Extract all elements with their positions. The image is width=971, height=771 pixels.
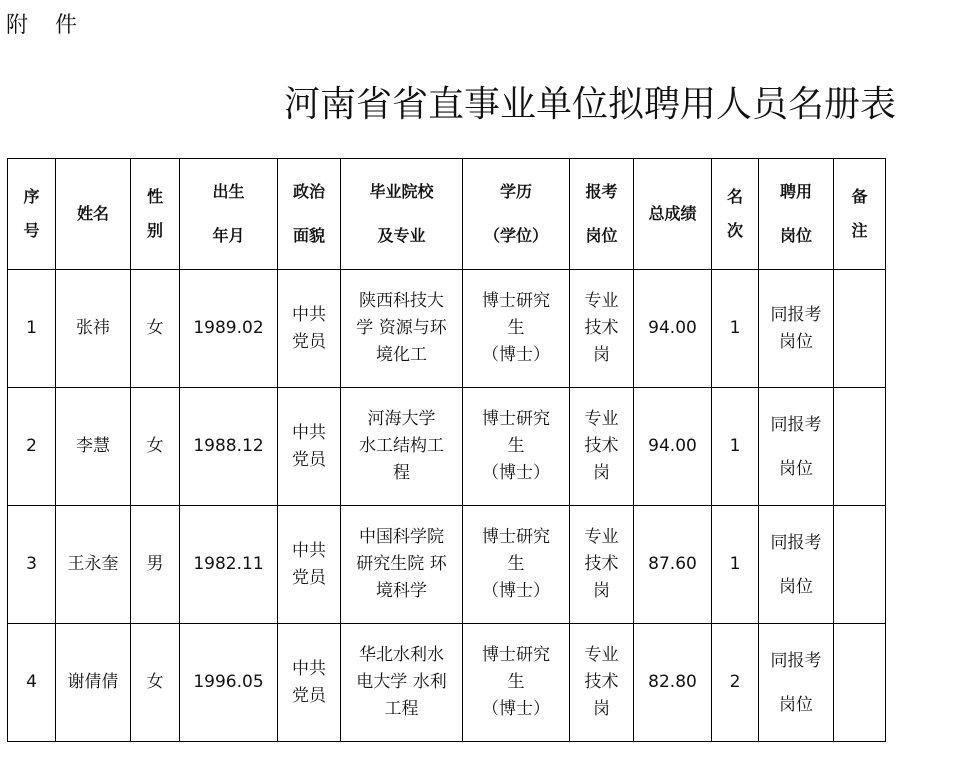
cell-rank: 1 [712, 270, 759, 388]
cell-hired-post: 同报考 岗位 [759, 388, 834, 506]
attachment-label: 附 件 [6, 13, 87, 38]
header-birth: 出生 年月 [180, 159, 278, 270]
cell-birth: 1982.11 [180, 506, 278, 624]
cell-gender: 女 [131, 388, 180, 506]
cell-education: 博士研究 生 （博士） [463, 388, 570, 506]
cell-rank: 2 [712, 624, 759, 742]
header-applied-post: 报考 岗位 [570, 159, 634, 270]
header-total-score: 总成绩 [634, 159, 712, 270]
cell-total-score: 82.80 [634, 624, 712, 742]
header-political: 政治 面貌 [278, 159, 341, 270]
cell-school-major: 中国科学院 研究生院 环 境科学 [341, 506, 463, 624]
cell-hired-post: 同报考 岗位 [759, 270, 834, 388]
cell-seq: 2 [8, 388, 56, 506]
header-education: 学历 （学位） [463, 159, 570, 270]
cell-school-major: 华北水利水 电大学 水利 工程 [341, 624, 463, 742]
header-remarks: 备 注 [834, 159, 886, 270]
cell-remarks [834, 624, 886, 742]
personnel-roster-table [7, 158, 886, 742]
cell-hired-post: 同报考 岗位 [759, 624, 834, 742]
header-seq: 序 号 [8, 159, 56, 270]
header-hired-post: 聘用 岗位 [759, 159, 834, 270]
cell-name: 谢倩倩 [56, 624, 131, 742]
cell-education: 博士研究 生 （博士） [463, 270, 570, 388]
cell-birth: 1989.02 [180, 270, 278, 388]
cell-applied-post: 专业 技术 岗 [570, 388, 634, 506]
cell-rank: 1 [712, 388, 759, 506]
cell-birth: 1996.05 [180, 624, 278, 742]
cell-political: 中共 党员 [278, 270, 341, 388]
cell-name: 张祎 [56, 270, 131, 388]
cell-gender: 男 [131, 506, 180, 624]
cell-education: 博士研究 生 （博士） [463, 624, 570, 742]
cell-gender: 女 [131, 270, 180, 388]
cell-total-score: 94.00 [634, 388, 712, 506]
cell-remarks [834, 388, 886, 506]
cell-remarks [834, 270, 886, 388]
cell-seq: 3 [8, 506, 56, 624]
cell-school-major: 陕西科技大 学 资源与环 境化工 [341, 270, 463, 388]
table-header-row [8, 159, 886, 270]
cell-total-score: 87.60 [634, 506, 712, 624]
cell-gender: 女 [131, 624, 180, 742]
cell-education: 博士研究 生 （博士） [463, 506, 570, 624]
cell-total-score: 94.00 [634, 270, 712, 388]
cell-political: 中共 党员 [278, 624, 341, 742]
cell-name: 李慧 [56, 388, 131, 506]
table-row [8, 270, 886, 388]
cell-birth: 1988.12 [180, 388, 278, 506]
table-row [8, 388, 886, 506]
header-school-major: 毕业院校 及专业 [341, 159, 463, 270]
cell-remarks [834, 506, 886, 624]
cell-applied-post: 专业 技术 岗 [570, 270, 634, 388]
cell-applied-post: 专业 技术 岗 [570, 624, 634, 742]
header-gender: 性 别 [131, 159, 180, 270]
table-row [8, 506, 886, 624]
cell-political: 中共 党员 [278, 388, 341, 506]
document-title: 河南省省直事业单位拟聘用人员名册表 [284, 84, 897, 125]
cell-seq: 4 [8, 624, 56, 742]
cell-school-major: 河海大学 水工结构工 程 [341, 388, 463, 506]
cell-rank: 1 [712, 506, 759, 624]
cell-seq: 1 [8, 270, 56, 388]
cell-hired-post: 同报考 岗位 [759, 506, 834, 624]
cell-applied-post: 专业 技术 岗 [570, 506, 634, 624]
cell-name: 王永奎 [56, 506, 131, 624]
cell-political: 中共 党员 [278, 506, 341, 624]
header-rank: 名 次 [712, 159, 759, 270]
table-row [8, 624, 886, 742]
header-name: 姓名 [56, 159, 131, 270]
